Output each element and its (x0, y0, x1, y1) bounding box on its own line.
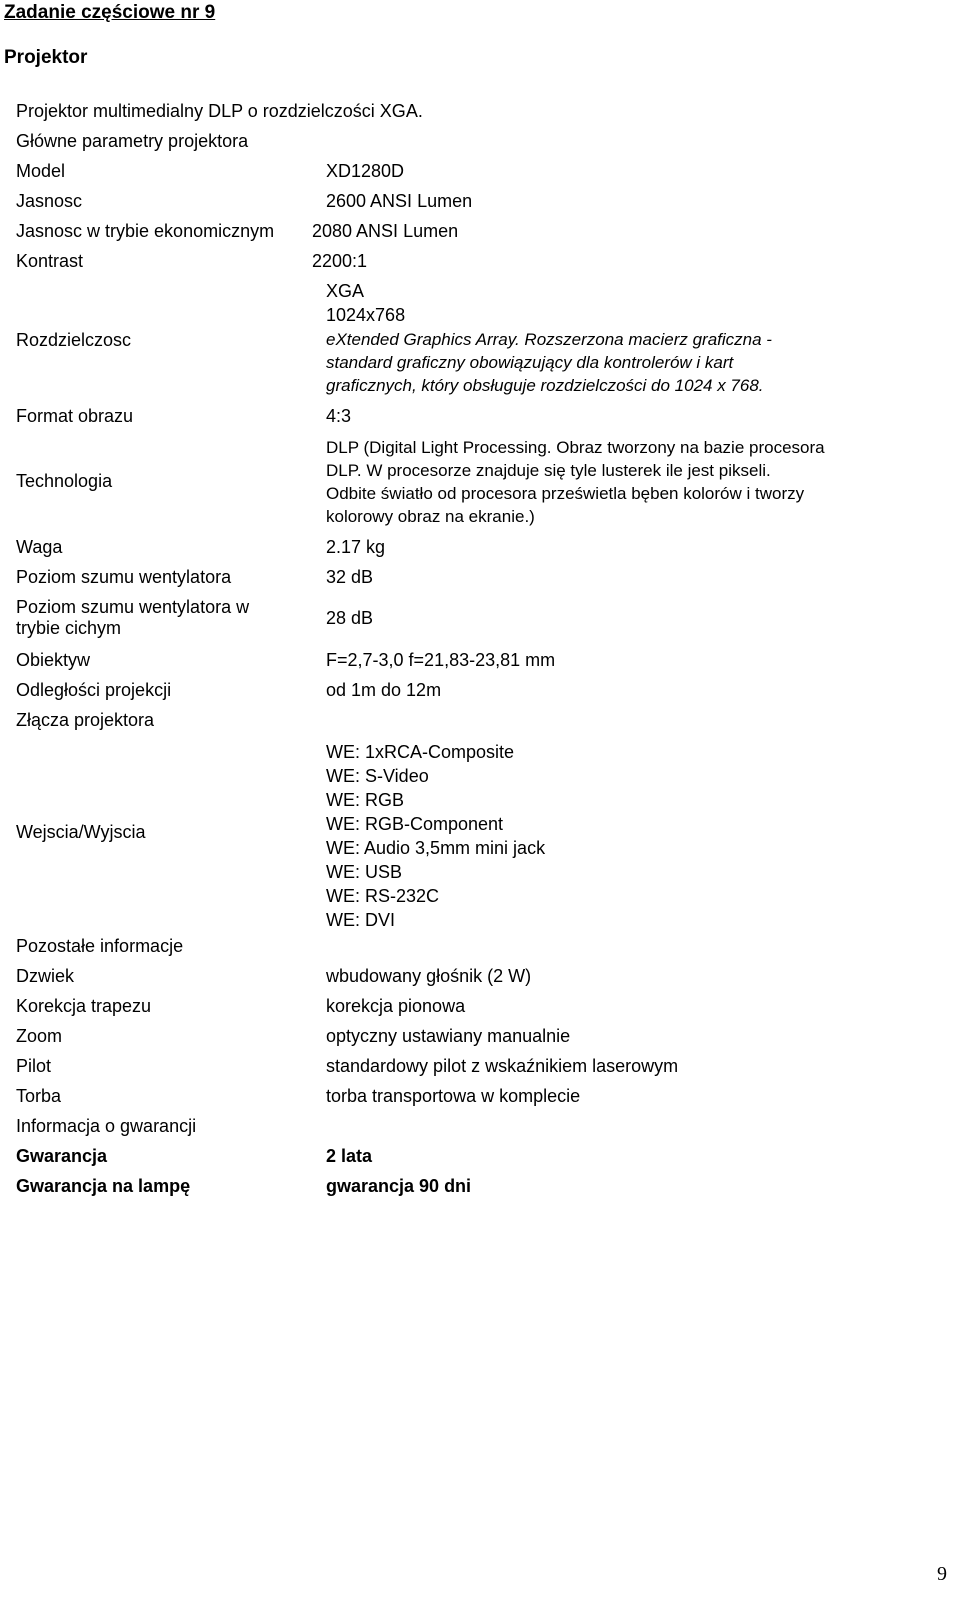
spec-label-waga: Waga (16, 537, 63, 557)
spec-value-szum: 32 dB (326, 567, 374, 587)
spec-label-jasnosc-eko: Jasnosc w trybie ekonomicznym (16, 221, 275, 241)
document-title: Zadanie częściowe nr 9 (4, 2, 216, 23)
io-item: WE: USB (326, 862, 403, 882)
spec-value-pilot: standardowy pilot z wskaźnikiem laserowym (326, 1056, 679, 1076)
spec-value-gwarancja-lampa: gwarancja 90 dni (326, 1176, 472, 1196)
io-item: WE: RGB-Component (326, 814, 504, 834)
spec-value-szum-cichy: 28 dB (326, 608, 374, 628)
spec-label-model: Model (16, 161, 66, 181)
io-item: WE: 1xRCA-Composite (326, 742, 515, 762)
io-item: WE: RS-232C (326, 886, 440, 906)
spec-label-zoom: Zoom (16, 1026, 63, 1046)
spec-label-gwarancja-lampa: Gwarancja na lampę (16, 1176, 191, 1196)
technology-line-4: kolorowy obraz na ekranie.) (326, 507, 535, 526)
spec-value-model: XD1280D (326, 161, 405, 181)
spec-label-pozostale: Pozostałe informacje (16, 936, 184, 956)
resolution-size: 1024x768 (326, 305, 406, 325)
resolution-name: XGA (326, 281, 365, 301)
spec-label-szum: Poziom szumu wentylatora (16, 567, 232, 587)
spec-label-rozdzielczosc: Rozdzielczosc (16, 330, 132, 350)
io-item: WE: RGB (326, 790, 405, 810)
spec-label-info-gwarancja: Informacja o gwarancji (16, 1116, 197, 1136)
section-heading: Projektor (4, 47, 88, 68)
io-item: WE: S-Video (326, 766, 429, 786)
spec-label-format: Format obrazu (16, 406, 134, 426)
spec-value-waga: 2.17 kg (326, 537, 386, 557)
io-item: WE: Audio 3,5mm mini jack (326, 838, 546, 858)
technology-line-1: DLP (Digital Light Processing. Obraz tworzony na bazie procesora (326, 438, 825, 457)
spec-label-torba: Torba (16, 1086, 62, 1106)
spec-value-jasnosc: 2600 ANSI Lumen (326, 191, 473, 211)
spec-value-rozdzielczosc (326, 281, 772, 396)
spec-value-dzwiek: wbudowany głośnik (2 W) (326, 966, 532, 986)
spec-value-technologia (326, 437, 825, 527)
spec-value-korekcja: korekcja pionowa (326, 996, 466, 1016)
spec-value-jasnosc-eko: 2080 ANSI Lumen (312, 221, 459, 241)
quiet-noise-label-line-1: Poziom szumu wentylatora w (16, 597, 250, 617)
spec-label-gwarancja: Gwarancja (16, 1146, 108, 1166)
resolution-note-line-1: eXtended Graphics Array. Rozszerzona macierz graficzna - (326, 330, 772, 349)
quiet-noise-label-line-2: trybie cichym (16, 618, 122, 638)
spec-value-format: 4:3 (326, 406, 352, 426)
spec-label-pilot: Pilot (16, 1056, 52, 1076)
spec-label-kontrast: Kontrast (16, 251, 84, 271)
spec-label-dzwiek: Dzwiek (16, 966, 75, 986)
spec-label-odleglosci: Odległości projekcji (16, 680, 172, 700)
spec-label-korekcja: Korekcja trapezu (16, 996, 152, 1016)
io-item: WE: DVI (326, 910, 396, 930)
spec-value-obiektyw: F=2,7-3,0 f=21,83-23,81 mm (326, 650, 556, 670)
spec-label-wejscia: Wejscia/Wyjscia (16, 822, 146, 842)
resolution-note-line-2: standard graficzny obowiązujący dla kontrolerów i kart (326, 353, 734, 372)
spec-value-gwarancja: 2 lata (326, 1146, 373, 1166)
io-list (326, 740, 545, 932)
spec-label-obiektyw: Obiektyw (16, 650, 91, 670)
spec-label-zlacza: Złącza projektora (16, 710, 155, 730)
spec-value-odleglosci: od 1m do 12m (326, 680, 442, 700)
spec-value-torba: torba transportowa w komplecie (326, 1086, 581, 1106)
spec-label-szum-cichy (16, 597, 249, 639)
resolution-note-line-3: graficznych, który obsługuje rozdzielczości do 1024 x 768. (326, 376, 764, 395)
description: Projektor multimedialny DLP o rozdzielczości XGA. (16, 101, 423, 121)
spec-label-technologia: Technologia (16, 471, 113, 491)
technology-line-3: Odbite światło od procesora prześwietla bęben kolorów i tworzy (326, 484, 805, 503)
spec-value-kontrast: 2200:1 (312, 251, 368, 271)
params-heading: Główne parametry projektora (16, 131, 249, 151)
page-number: 9 (937, 1563, 947, 1585)
spec-value-zoom: optyczny ustawiany manualnie (326, 1026, 571, 1046)
spec-label-jasnosc: Jasnosc (16, 191, 83, 211)
technology-line-2: DLP. W procesorze znajduje się tyle lusterek ile jest pikseli. (326, 461, 771, 480)
